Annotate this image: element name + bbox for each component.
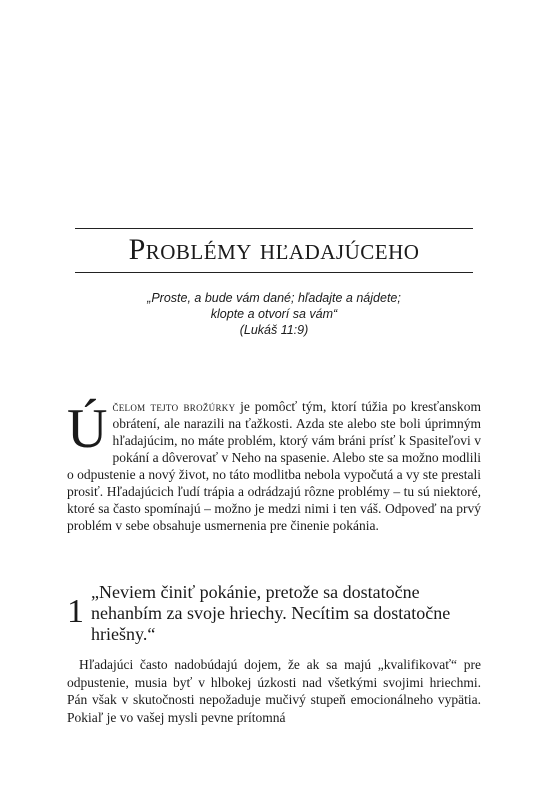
section-heading-text: „Neviem činiť pokánie, pretože sa dostatočne nehanbím za svoje hriechy. Necítim sa dostatočne hriešny.“ xyxy=(91,582,451,644)
title-top-rule xyxy=(75,228,473,229)
intro-smallcaps: čelom tejto brožúrky xyxy=(112,399,236,414)
epigraph-reference: (Lukáš 11:9) xyxy=(239,323,309,337)
epigraph-line-1: „Proste, a bude vám dané; hľadajte a nájdete; xyxy=(147,291,401,305)
section-body: Hľadajúci často nadobúdajú dojem, že ak sa majú „kvalifikovať“ pre odpustenie, musia byť v hlbokej úzkosti nad všetkými svojimi hriechmi. Pán však v skutočnosti nepožaduje mučivý stupeň emocionálneho vypätia. Pokiaľ je vo vašej mysli pevne prítomná xyxy=(67,657,481,725)
chapter-title: Problémy hľadajúceho xyxy=(128,233,420,266)
section-number: 1 xyxy=(67,593,84,630)
title-bottom-rule xyxy=(75,272,473,273)
epigraph xyxy=(75,290,473,338)
epigraph-line-2: klopte a otvorí sa vám“ xyxy=(210,307,338,321)
intro-paragraph xyxy=(67,398,481,534)
intro-text: je pomôcť tým, ktorí túžia po kresťanskom obrátení, ale narazili na ťažkosti. Azda ste alebo ste boli úprimným hľadajúcim, no máte problém, ktorý vám bráni prísť k Spasiteľovi v pokání a dôverovať v Neho na spasenie. Alebo ste sa možno modlili o odpustenie a nový život, no táto modlitba nebola vypočutá a vy ste prestali prosiť. Hľadajúcich ľudí trápia a odrádzajú rôzne problémy – tu sú niektoré, ktoré sa často spomínajú – možno je medzi nimi i ten váš. Odpoveď na prvý problém v sebe obsahuje usmernenia pre činenie pokánia. xyxy=(67,399,481,533)
drop-cap: Ú xyxy=(67,398,108,460)
